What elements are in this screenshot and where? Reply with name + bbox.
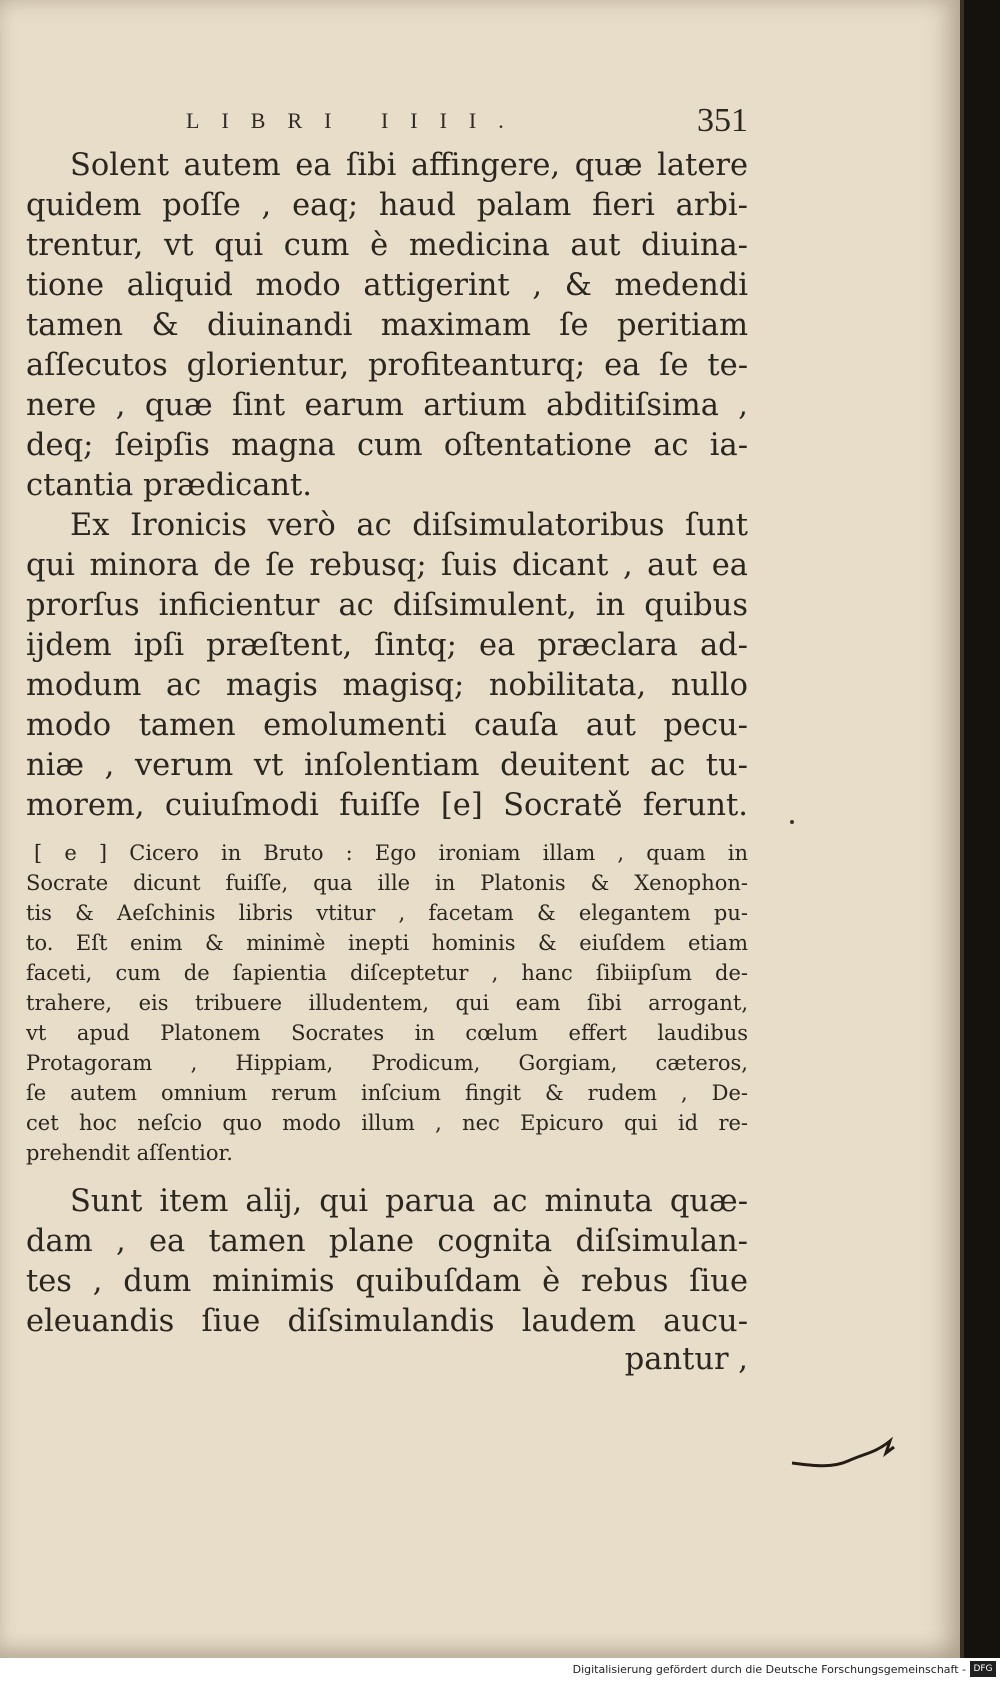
text-line: Ex Ironicis verò ac diſsimulatoribus ſunt	[70, 508, 748, 543]
paragraph-2	[26, 506, 748, 826]
text-line: qui minora de ſe rebusq; ſuis dicant , aut ea	[26, 548, 748, 583]
text-line: tes , dum minimis quibuſdam è rebus ſiue	[26, 1264, 748, 1299]
footnote-line: ſe autem omnium rerum inſcium fingit & rudem , De-	[26, 1081, 748, 1105]
text-line: trentur, vt qui cum è medicina aut diuina-	[26, 228, 748, 263]
text-line: modo tamen emolumenti cauſa aut pecu-	[26, 708, 748, 743]
footnote	[26, 838, 748, 1168]
catchword-row	[26, 1342, 748, 1382]
footnote-line: trahere, eis tribuere illudentem, qui eam ſibi arrogant,	[26, 991, 748, 1015]
footnote-line: Socrate dicunt fuiſſe, qua ille in Platonis & Xenophon-	[26, 871, 748, 895]
text-line: ctantia prædicant.	[26, 468, 312, 503]
footnote-line: Protagoram , Hippiam, Prodicum, Gorgiam, cæteros,	[26, 1051, 748, 1075]
funding-credit: Digitalisierung gefördert durch die Deutsche Forschungsgemeinschaft -	[572, 1663, 966, 1676]
text-line: quidem poſſe , eaq; haud palam fieri arbi-	[26, 188, 748, 223]
text-line: morem, cuiuſmodi fuiſſe [e] Socratě ferunt.	[26, 788, 748, 823]
text-line: modum ac magis magisq; nobilitata, nullo	[26, 668, 748, 703]
text-line: niæ , verum vt inſolentiam deuitent ac tu-	[26, 748, 748, 783]
text-line: nere , quæ ſint earum artium abditiſsima ,	[26, 388, 748, 423]
digitization-footer	[0, 1658, 1000, 1682]
catchword: pantur ,	[624, 1342, 748, 1377]
text-line: tamen & diuinandi maximam ſe peritiam	[26, 308, 748, 343]
paragraph-3	[26, 1182, 748, 1382]
footnote-line: faceti, cum de ſapientia diſceptetur , hanc ſibiipſum de-	[26, 961, 748, 985]
page-content	[26, 102, 748, 1382]
text-line: Sunt item alij, qui parua ac minuta quæ-	[70, 1184, 748, 1219]
text-line: tione aliquid modo attigerint , & medendi	[26, 268, 748, 303]
footnote-line: cet hoc neſcio quo modo illum , nec Epicuro qui id re-	[26, 1111, 748, 1135]
footnote-line: prehendit aſſentior.	[26, 1141, 233, 1165]
footnote-line: [ e ] Cicero in Bruto : Ego ironiam illam , quam in	[34, 841, 748, 865]
text-line: dam , ea tamen plane cognita diſsimulan-	[26, 1224, 748, 1259]
dfg-logo: DFG	[970, 1661, 996, 1677]
footnote-line: tis & Aeſchinis libris vtitur , facetam & elegantem pu-	[26, 901, 748, 925]
text-line: aſſecutos glorientur, profiteanturq; ea ſe te-	[26, 348, 748, 383]
text-line: eleuandis ſiue diſsimulandis laudem aucu-	[26, 1304, 748, 1339]
text-line: prorſus inficientur ac diſsimulent, in quibus	[26, 588, 748, 623]
running-head	[26, 102, 748, 146]
ink-speck	[790, 820, 794, 824]
footnote-line: vt apud Platonem Socrates in cœlum effert laudibus	[26, 1021, 748, 1045]
text-line: Solent autem ea ſibi affingere, quæ latere	[70, 148, 748, 183]
running-title: LIBRI IIII.	[186, 108, 526, 133]
paragraph-1	[26, 146, 748, 506]
text-line: deq; ſeipſis magna cum oſtentatione ac ia-	[26, 428, 748, 463]
text-line: ijdem ipſi præſtent, ſintq; ea præclara ad-	[26, 628, 748, 663]
ink-stroke-mark	[790, 1435, 900, 1475]
footnote-line: to. Eſt enim & minimè inepti hominis & eiuſdem etiam	[26, 931, 748, 955]
page-number: 351	[697, 102, 748, 139]
